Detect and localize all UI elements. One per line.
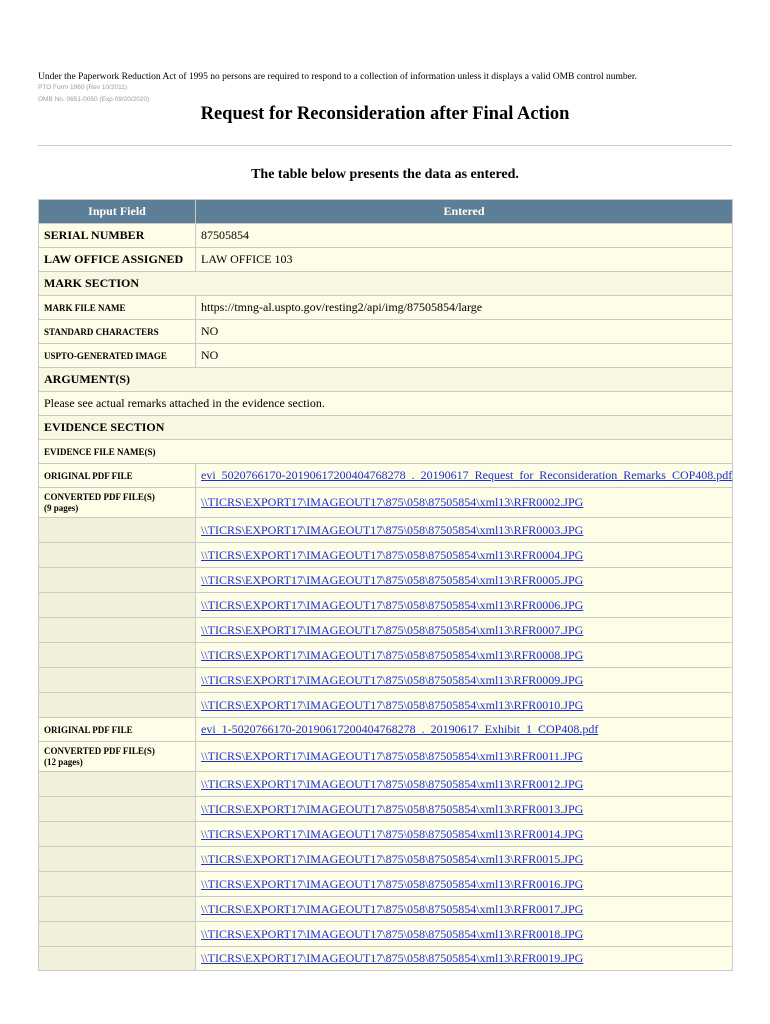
original-pdf-label: ORIGINAL PDF FILE — [39, 718, 196, 742]
mark-file-name-label: MARK FILE NAME — [39, 296, 196, 320]
converted-file-link[interactable]: \\TICRS\EXPORT17\IMAGEOUT17\875\058\87505854\xml13\RFR0014.JPG — [201, 826, 584, 841]
converted-file-link[interactable]: \\TICRS\EXPORT17\IMAGEOUT17\875\058\87505854\xml13\RFR0004.JPG — [201, 547, 584, 562]
empty-cell — [39, 947, 196, 971]
converted-file-link[interactable]: \\TICRS\EXPORT17\IMAGEOUT17\875\058\87505854\xml13\RFR0012.JPG — [201, 776, 584, 791]
empty-cell — [39, 772, 196, 797]
converted-pdf-label-text: CONVERTED PDF FILE(S) — [44, 745, 155, 756]
converted-file-link[interactable]: \\TICRS\EXPORT17\IMAGEOUT17\875\058\87505854\xml13\RFR0019.JPG — [201, 951, 584, 965]
divider — [38, 145, 732, 146]
empty-cell — [39, 922, 196, 947]
converted-file-link[interactable]: \\TICRS\EXPORT17\IMAGEOUT17\875\058\87505854\xml13\RFR0009.JPG — [201, 672, 584, 687]
empty-cell — [39, 643, 196, 668]
header-entered: Entered — [196, 200, 733, 224]
original-pdf-link[interactable]: evi_5020766170-20190617200404768278_._20190617_Request_for_Reconsideration_Remarks_COP408.pdf — [201, 468, 733, 482]
empty-cell — [39, 593, 196, 618]
empty-cell — [39, 872, 196, 897]
data-table — [38, 199, 733, 971]
empty-cell — [39, 543, 196, 568]
mark-section-heading: MARK SECTION — [39, 272, 733, 296]
arguments-text: Please see actual remarks attached in the evidence section. — [39, 392, 733, 416]
serial-number-label: SERIAL NUMBER — [39, 224, 196, 248]
omb-number: OMB No. 0651-0050 (Exp 09/20/2020) — [38, 96, 150, 103]
converted-file-link[interactable]: \\TICRS\EXPORT17\IMAGEOUT17\875\058\87505854\xml13\RFR0011.JPG — [201, 749, 583, 763]
converted-file-link[interactable]: \\TICRS\EXPORT17\IMAGEOUT17\875\058\87505854\xml13\RFR0015.JPG — [201, 851, 584, 866]
law-office-label: LAW OFFICE ASSIGNED — [39, 248, 196, 272]
uspto-generated-image-label: USPTO-GENERATED IMAGE — [39, 344, 196, 368]
converted-file-link[interactable]: \\TICRS\EXPORT17\IMAGEOUT17\875\058\87505854\xml13\RFR0017.JPG — [201, 901, 584, 916]
empty-cell — [39, 847, 196, 872]
converted-pdf-label — [39, 488, 196, 518]
empty-cell — [39, 822, 196, 847]
converted-file-link[interactable]: \\TICRS\EXPORT17\IMAGEOUT17\875\058\87505854\xml13\RFR0016.JPG — [201, 876, 584, 891]
law-office-value: LAW OFFICE 103 — [196, 248, 733, 272]
empty-cell — [39, 518, 196, 543]
converted-file-link[interactable]: \\TICRS\EXPORT17\IMAGEOUT17\875\058\87505854\xml13\RFR0018.JPG — [201, 926, 584, 941]
evidence-section-heading: EVIDENCE SECTION — [39, 416, 733, 440]
uspto-generated-image-value: NO — [196, 344, 733, 368]
original-pdf-link[interactable]: evi_1-5020766170-20190617200404768278_._20190617_Exhibit_1_COP408.pdf — [201, 722, 599, 736]
converted-pdf-label — [39, 742, 196, 772]
paperwork-notice: Under the Paperwork Reduction Act of 1995 no persons are required to respond to a collection of information unless it displays a valid OMB control number. — [38, 72, 637, 82]
empty-cell — [39, 897, 196, 922]
converted-pdf-pages: (9 pages) — [44, 502, 79, 513]
header-input-field: Input Field — [39, 200, 196, 224]
serial-number-value: 87505854 — [196, 224, 733, 248]
converted-file-link[interactable]: \\TICRS\EXPORT17\IMAGEOUT17\875\058\87505854\xml13\RFR0007.JPG — [201, 622, 584, 637]
empty-cell — [39, 693, 196, 718]
empty-cell — [39, 568, 196, 593]
converted-file-link[interactable]: \\TICRS\EXPORT17\IMAGEOUT17\875\058\87505854\xml13\RFR0008.JPG — [201, 647, 584, 662]
converted-file-link[interactable]: \\TICRS\EXPORT17\IMAGEOUT17\875\058\87505854\xml13\RFR0005.JPG — [201, 572, 584, 587]
converted-file-link[interactable]: \\TICRS\EXPORT17\IMAGEOUT17\875\058\87505854\xml13\RFR0010.JPG — [201, 697, 584, 712]
page-title: Request for Reconsideration after Final Action — [200, 104, 570, 124]
standard-characters-label: STANDARD CHARACTERS — [39, 320, 196, 344]
converted-pdf-label-text: CONVERTED PDF FILE(S) — [44, 491, 155, 502]
converted-file-link[interactable]: \\TICRS\EXPORT17\IMAGEOUT17\875\058\87505854\xml13\RFR0003.JPG — [201, 522, 584, 537]
empty-cell — [39, 668, 196, 693]
arguments-heading: ARGUMENT(S) — [39, 368, 733, 392]
mark-file-name-value: https://tmng-al.uspto.gov/resting2/api/img/87505854/large — [196, 296, 733, 320]
original-pdf-label: ORIGINAL PDF FILE — [39, 464, 196, 488]
form-id: PTO Form 1960 (Rev 10/2011) — [38, 84, 127, 91]
converted-file-link[interactable]: \\TICRS\EXPORT17\IMAGEOUT17\875\058\87505854\xml13\RFR0006.JPG — [201, 597, 584, 612]
empty-cell — [39, 618, 196, 643]
page-subtitle: The table below presents the data as entered. — [251, 167, 519, 182]
converted-file-link[interactable]: \\TICRS\EXPORT17\IMAGEOUT17\875\058\87505854\xml13\RFR0002.JPG — [201, 495, 584, 509]
converted-pdf-pages: (12 pages) — [44, 756, 83, 767]
evidence-file-names-label: EVIDENCE FILE NAME(S) — [39, 440, 733, 464]
converted-file-link[interactable]: \\TICRS\EXPORT17\IMAGEOUT17\875\058\87505854\xml13\RFR0013.JPG — [201, 801, 584, 816]
standard-characters-value: NO — [196, 320, 733, 344]
empty-cell — [39, 797, 196, 822]
